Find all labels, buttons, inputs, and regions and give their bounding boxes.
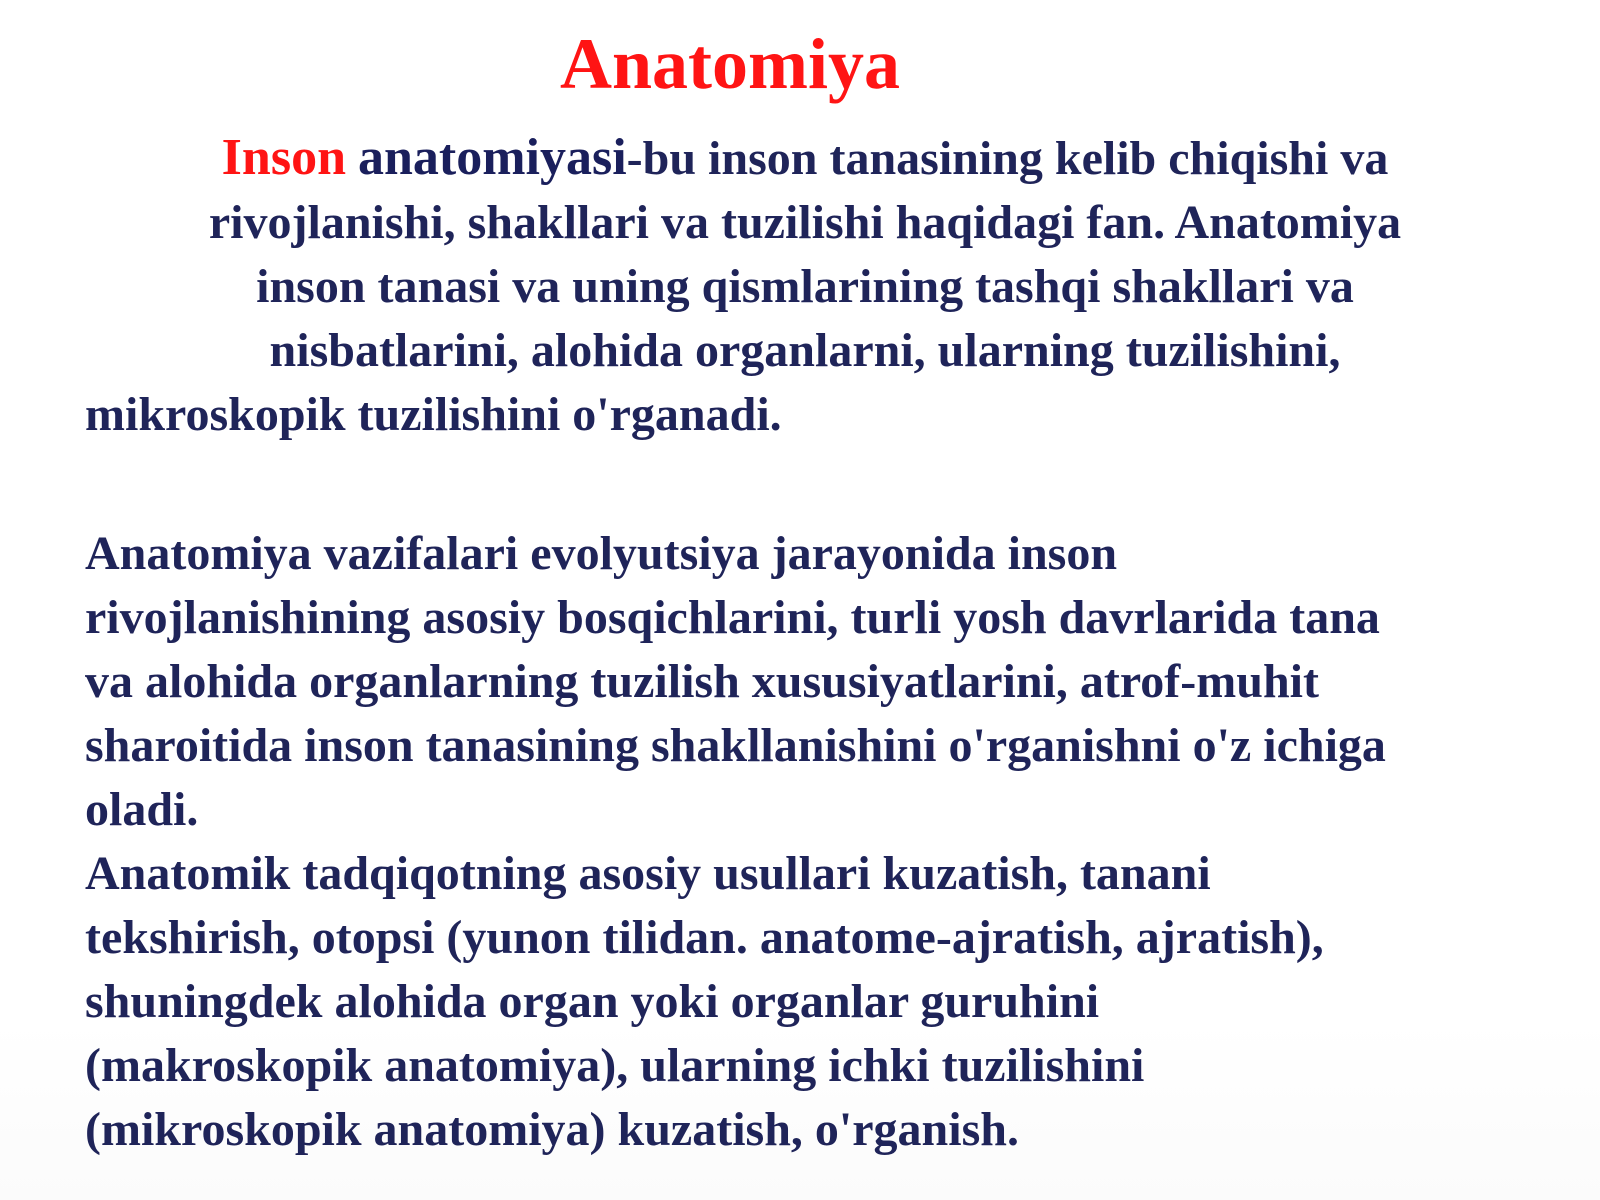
intro-paragraph [85, 126, 1525, 447]
paragraph-methods-line: (makroskopik anatomiya), ularning ichki tuzilishini [85, 1039, 1145, 1092]
intro-line-5: mikroskopik tuzilishini o'rganadi. [85, 388, 782, 441]
paragraph-methods-line: shuningdek alohida organ yoki organlar guruhini [85, 975, 1100, 1028]
slide-title: Anatomiya [560, 24, 900, 104]
paragraph-methods-line: (mikroskopik anatomiya) kuzatish, o'rganish. [85, 1103, 1019, 1156]
intro-line-2: rivojlanishi, shakllari va tuzilishi haqidagi fan. Anatomiya [208, 196, 1402, 249]
intro-highlight-anatomiyasi: anatomiyasi [357, 129, 627, 186]
intro-line-1-text: -bu inson tanasining kelib chiqishi va [626, 132, 1389, 185]
body-paragraphs [85, 522, 1545, 1162]
paragraph-methods-line: Anatomik tadqiqotning asosiy usullari kuzatish, tanani [85, 847, 1211, 900]
intro-line-1 [85, 126, 1525, 191]
paragraph-tasks-line: rivojlanishining asosiy bosqichlarini, turli yosh davrlarida tana [85, 591, 1380, 644]
intro-line-4: nisbatlarini, alohida organlarni, ularning tuzilishini, [269, 324, 1341, 377]
paragraph-tasks-line: va alohida organlarning tuzilish xususiyatlarini, atrof-muhit [85, 655, 1319, 708]
intro-line-3: inson tanasi va uning qismlarining tashqi shakllari va [256, 260, 1354, 313]
paragraph-tasks-line: Anatomiya vazifalari evolyutsiya jarayonida inson [85, 527, 1118, 580]
paragraph-tasks [85, 522, 1545, 842]
paragraph-tasks-line: sharoitida inson tanasining shakllanishini o'rganishni o'z ichiga [85, 719, 1386, 772]
paragraph-methods [85, 842, 1545, 1162]
paragraph-tasks-line: oladi. [85, 783, 199, 836]
intro-highlight-inson: Inson [221, 129, 346, 186]
paragraph-methods-line: tekshirish, otopsi (yunon tilidan. anatome-ajratish, ajratish), [85, 911, 1324, 964]
